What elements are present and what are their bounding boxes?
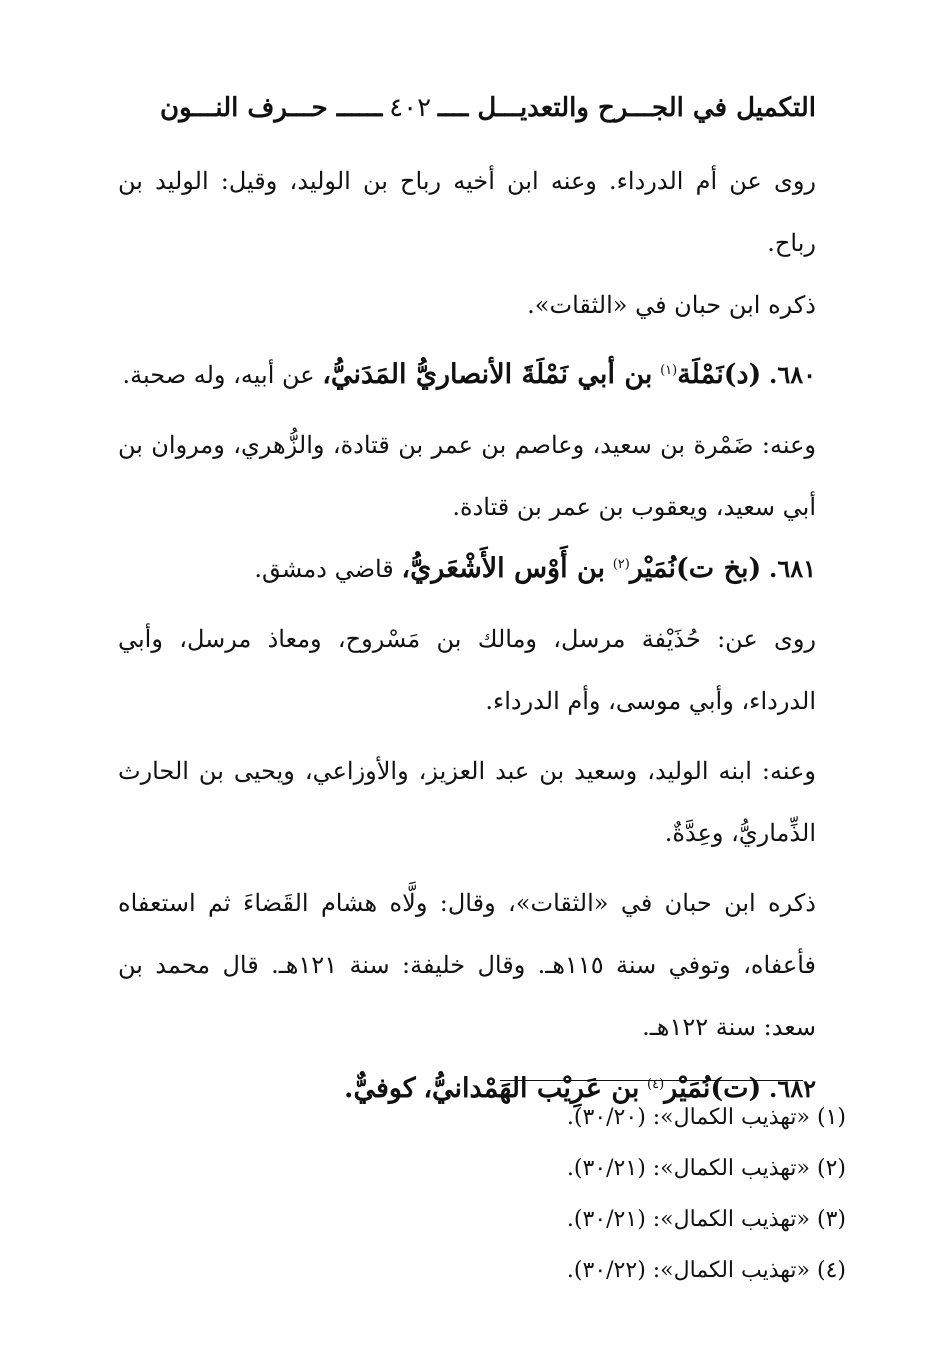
paragraph: ذكره ابن حبان في «الثقات». — [527, 291, 816, 319]
entry-name: نَمْلَة — [677, 359, 724, 390]
entry-name: نُمَيْر — [629, 553, 677, 584]
footnote: (٣) «تهذيب الكمال»: (٣٠/٢١). — [566, 1207, 846, 1232]
paragraph: روى عن: حُذَيْفة مرسل، ومالك بن مَسْروح، ومعاذ مرسل، وأبي الدرداء، وأبي موسى، وأم الدرداء. — [118, 625, 816, 715]
entry-code: (بخ ت) — [676, 553, 762, 584]
footnote-ref: (٤) — [647, 1077, 665, 1092]
paragraph: ذكره ابن حبان في «الثقات»، وقال: ولَّاه هشام القَضاءَ ثم استعفاه فأعفاه، وتوفي سنة ١١٥هـ. وقال خليفة: سنة ١٢١هـ. قال محمد بن سعد: سنة ١٢٢هـ. — [118, 889, 816, 1041]
spacer — [118, 406, 816, 414]
entry-name: نُمَيْر — [664, 1073, 711, 1104]
spacer — [118, 864, 816, 872]
entry-code: (ت) — [710, 1073, 762, 1104]
footnote-divider — [500, 1080, 803, 1081]
entry-number: ٦٨٢. — [768, 1074, 816, 1103]
spacer — [118, 732, 816, 740]
footnote: (٤) «تهذيب الكمال»: (٣٠/٢٢). — [566, 1258, 846, 1283]
entry-name-rest: بن أبي نَمْلَةَ الأنصاريُّ المَدَنيُّ، — [322, 359, 653, 390]
entry-681 — [118, 538, 816, 600]
entry-description: كوفيٌّ. — [344, 1073, 416, 1104]
footnote-ref: (١) — [660, 363, 678, 378]
entry-code: (د) — [723, 359, 762, 390]
entry-description: قاضي دمشق. — [254, 555, 394, 583]
entry-number: ٦٨٠. — [768, 360, 816, 389]
page-header — [160, 88, 816, 128]
book-title: التكميل في الجـــرح والتعديـــل ــــ — [437, 93, 816, 123]
paragraph: وعنه: ابنه الوليد، وسعيد بن عبد العزيز، والأوزاعي، ويحيى بن الحارث الذِّماريُّ، وعِدَّةٌ. — [118, 757, 816, 847]
spacer — [118, 600, 816, 608]
entry-name-rest: بن عَرِيْب الهَمْدانيُّ، — [423, 1073, 640, 1104]
footnotes — [300, 1092, 846, 1296]
footnote: (١) «تهذيب الكمال»: (٣٠/٢٠). — [566, 1105, 846, 1130]
page-number: ٤٠٢ — [389, 93, 432, 123]
footnote: (٢) «تهذيب الكمال»: (٣٠/٢١). — [566, 1156, 846, 1181]
entry-680 — [118, 344, 816, 406]
footnote-ref: (٢) — [612, 557, 630, 572]
entry-description: عن أبيه، وله صحبة. — [122, 361, 315, 389]
main-text — [118, 150, 816, 1120]
section-title: ــــــ حـــرف النـــون — [160, 93, 383, 123]
entry-number: ٦٨١. — [768, 554, 816, 583]
paragraph: وعنه: ضَمْرة بن سعيد، وعاصم بن عمر بن قتادة، والزُّهري، ومروان بن أبي سعيد، ويعقوب بن عمر بن قتادة. — [118, 431, 816, 521]
paragraph: روى عن أم الدرداء. وعنه ابن أخيه رباح بن الوليد، وقيل: الوليد بن رباح. — [118, 167, 816, 257]
entry-name-rest: بن أَوْس الأَشْعَريُّ، — [401, 553, 606, 584]
spacer — [118, 336, 816, 344]
